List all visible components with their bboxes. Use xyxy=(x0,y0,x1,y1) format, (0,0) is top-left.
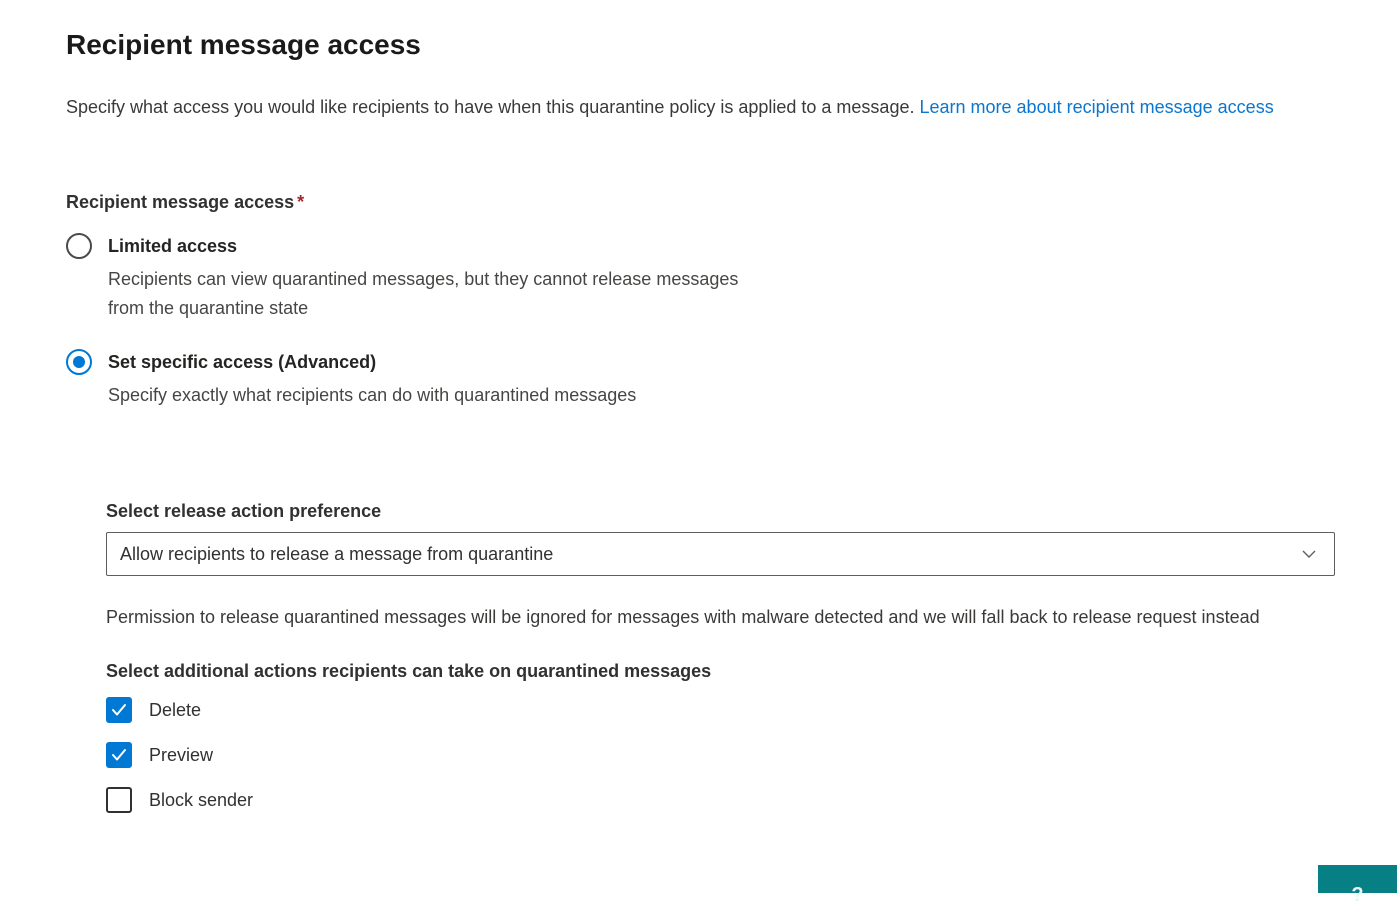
radio-option-text xyxy=(108,349,636,410)
intro-text-body: Specify what access you would like recipients to have when this quarantine policy is applied to a message. xyxy=(66,97,915,117)
radio-option-title: Set specific access (Advanced) xyxy=(108,352,377,372)
radio-button-unselected[interactable] xyxy=(66,233,92,259)
check-icon xyxy=(111,748,127,762)
access-field-label-text: Recipient message access xyxy=(66,192,295,212)
advanced-access-section xyxy=(106,499,1336,813)
checkbox-unchecked[interactable] xyxy=(106,787,132,813)
radio-button-selected[interactable] xyxy=(66,349,92,375)
radio-option-text xyxy=(108,233,756,323)
release-action-note: Permission to release quarantined messages will be ignored for messages with malware detected and we will fall back to release request instead xyxy=(106,607,1260,627)
release-action-label: Select release action preference xyxy=(106,501,382,521)
checkbox-label: Delete xyxy=(149,700,202,720)
radio-option-title: Limited access xyxy=(108,236,238,256)
recipient-message-access-panel xyxy=(66,28,1336,813)
radio-dot xyxy=(73,356,85,368)
question-mark-glyph: ? xyxy=(1351,884,1364,906)
checkbox-checked[interactable] xyxy=(106,742,132,768)
chevron-down-icon xyxy=(1300,545,1318,563)
checkbox-label: Block sender xyxy=(149,790,254,810)
checkbox-checked[interactable] xyxy=(106,697,132,723)
checkbox-row-block-sender[interactable] xyxy=(106,787,1336,813)
check-icon xyxy=(111,703,127,717)
required-asterisk: * xyxy=(297,192,305,212)
release-action-dropdown-value: Allow recipients to release a message from quarantine xyxy=(120,543,554,564)
radio-option-description: Specify exactly what recipients can do with quarantined messages xyxy=(108,385,637,405)
release-action-dropdown[interactable] xyxy=(106,532,1335,576)
additional-actions-label: Select additional actions recipients can take on quarantined messages xyxy=(106,661,712,681)
checkbox-row-preview[interactable] xyxy=(106,742,1336,768)
radio-option-set-specific-access[interactable] xyxy=(66,349,1336,410)
radio-option-limited-access[interactable] xyxy=(66,233,1336,323)
intro-text xyxy=(66,93,1336,122)
access-field-label xyxy=(66,190,1336,214)
page-title: Recipient message access xyxy=(66,29,421,60)
checkbox-label: Preview xyxy=(149,745,214,765)
help-button[interactable] xyxy=(1318,865,1397,906)
learn-more-link[interactable]: Learn more about recipient message access xyxy=(919,97,1274,117)
radio-option-description: Recipients can view quarantined messages, but they cannot release messages from the quarantine state xyxy=(108,269,739,318)
checkbox-row-delete[interactable] xyxy=(106,697,1336,723)
